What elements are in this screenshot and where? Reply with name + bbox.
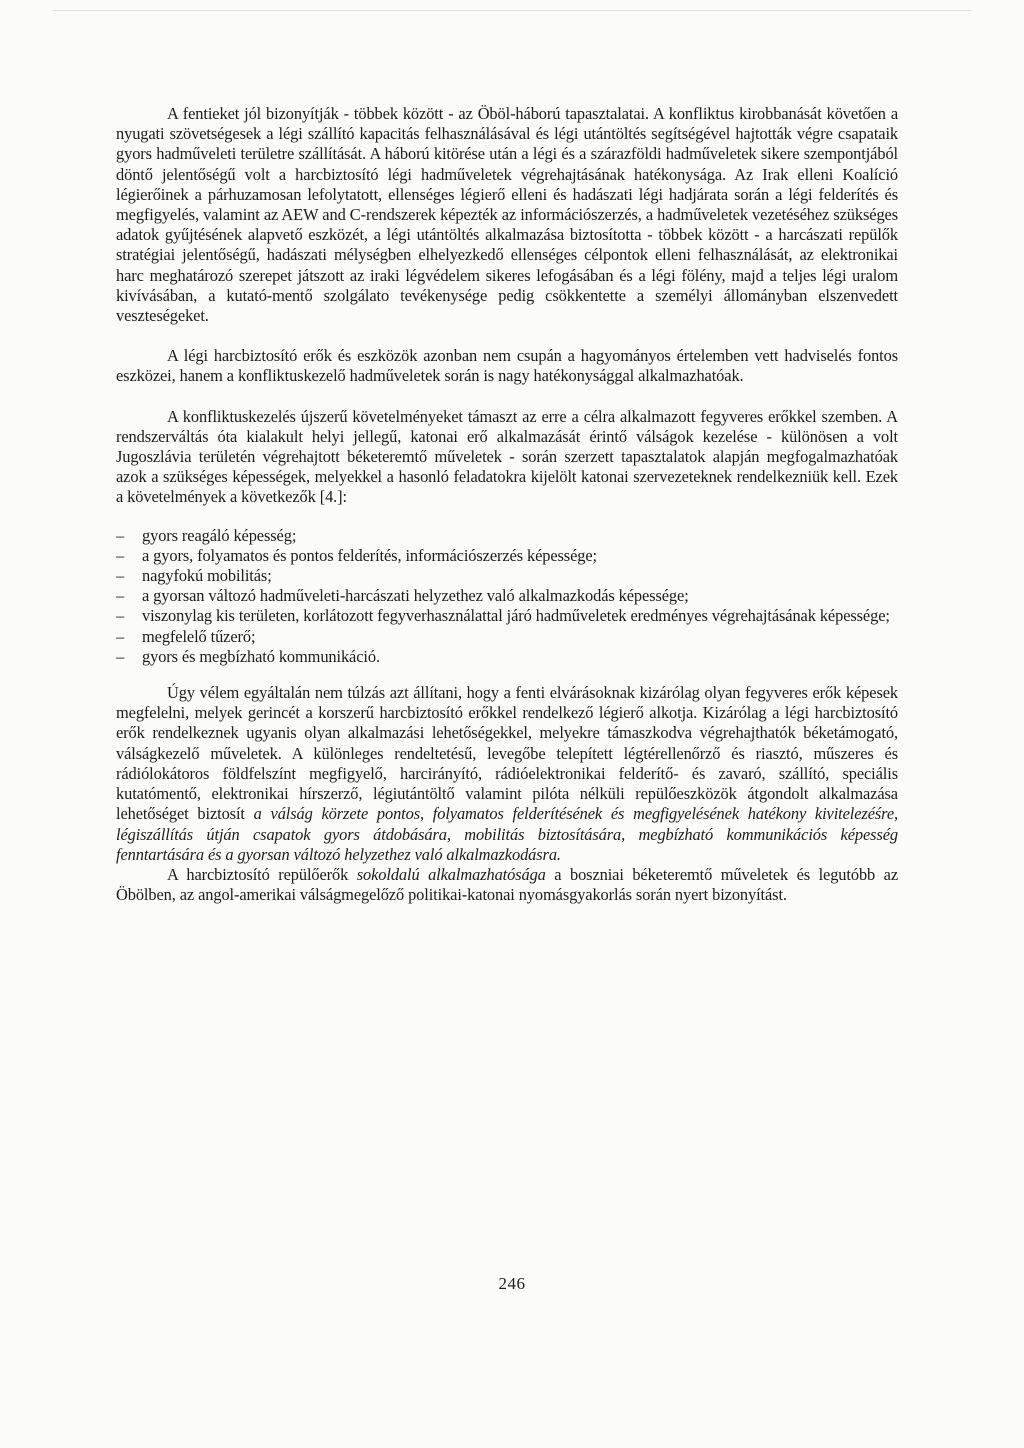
- list-item-text: a gyorsan változó hadműveleti-harcászati helyzethez való alkalmazkodás képessége;: [142, 586, 689, 606]
- list-item: [116, 586, 898, 606]
- list-item: [116, 546, 898, 566]
- list-item-text: gyors reagáló képesség;: [142, 525, 297, 545]
- list-dash: –: [116, 545, 125, 565]
- list-item: [116, 566, 898, 586]
- list-item-text: viszonylag kis területen, korlátozott fegyverhasználattal járó hadműveletek eredményes végrehajtásának képessége;: [142, 606, 890, 626]
- page-body: [116, 104, 898, 905]
- paragraph-versatility: [116, 865, 898, 905]
- list-dash: –: [116, 586, 125, 606]
- list-item: [116, 627, 898, 647]
- list-item-text: megfelelő tűzerő;: [142, 626, 256, 646]
- list-dash: –: [116, 626, 125, 646]
- paragraph-air-force-capabilities: [116, 683, 898, 865]
- list-dash: –: [116, 606, 125, 626]
- page-top-edge: [52, 10, 972, 11]
- requirements-list: [116, 526, 898, 667]
- paragraph-italic-emphasis: sokoldalú alkalmazhatósága: [356, 864, 546, 884]
- list-item: [116, 526, 898, 546]
- list-item: [116, 647, 898, 667]
- list-item-text: a gyors, folyamatos és pontos felderítés, információszerzés képessége;: [142, 545, 597, 565]
- list-item: [116, 606, 898, 626]
- paragraph-text: a boszniai béketeremtő műveletek és legutóbb az Öbölben, az angol-amerikai válságmegelőző politikai-katonai nyomásgyakorlás során nyert bizonyítást.: [116, 864, 898, 905]
- paragraph-gulf-war: A fentieket jól bizonyítják - többek között - az Öböl-háború tapasztalatai. A konfliktus kirobbanását követően a nyugati szövetségesek a légi szállító kapacitás felhasználásával és légi utántöltés segítségével hajtották végre csapataik gyors hadműveleti területre szállítását. A háború kitörése után a légi és a szárazföldi hadműveletek sikere szempontjából döntő jelentőségű volt a harcbiztosító légi hadműveletek végrehajtásának hatékonysága. Az Irak elleni Koalíció légierőinek a párhuzamosan lefolytatott, ellenséges légierő elleni és hadászati légi hadjárata során a légi felderítés és megfigyelés, valamint az AEW and C-rendszerek képezték az információszerzés, a hadműveletek vezetéséhez szükséges adatok gyűjtésének alapvető eszközét, a légi utántöltés alkalmazása biztosította - többek között - a harcászati repülők stratégiai jelentőségű, hadászati mélységben elhelyezkedő ellenséges célpontok elleni felhasználását, az elektronikai harc meghatározó szerepet játszott az iraki légvédelem sikeres lefogásában és a légi fölény, majd a teljes légi uralom kivívásában, a kutató-mentő szolgálato tevékenysége pedig csökkentette a személyi állományban elszenvedett veszteségeket.: [116, 104, 898, 326]
- paragraph-requirements-intro: A konfliktuskezelés újszerű követelményeket támaszt az erre a célra alkalmazott fegyveres erőkkel szemben. A rendszerváltás óta kialakult helyi jellegű, katonai erő alkalmazását érintő válságok kezelése - különösen a volt Jugoszlávia területén végrehajtott béketeremtő műveletek - során szerzett tapasztalatok alapján megfogalmazhatóak azok a szükséges képességek, melyekkel a hasonló feladatokra kijelölt katonai szervezeteknek rendelkezniük kell. Ezek a követelmények a következők [4.]:: [116, 406, 898, 507]
- list-dash: –: [116, 525, 125, 545]
- paragraph-text: A harcbiztosító repülőerők: [167, 864, 349, 884]
- list-dash: –: [116, 566, 125, 586]
- list-dash: –: [116, 646, 125, 666]
- paragraph-conflict-management-tools: A légi harcbiztosító erők és eszközök azonban nem csupán a hagyományos értelemben vett hadviselés fontos eszközei, hanem a konfliktuskezelő hadműveletek során is nagy hatékonysággal alkalmazhatóak.: [116, 346, 898, 386]
- list-item-text: gyors és megbízható kommunikáció.: [142, 646, 380, 666]
- page-number: 246: [498, 1274, 526, 1293]
- list-item-text: nagyfokú mobilitás;: [142, 566, 272, 586]
- paragraph-italic-emphasis: a válság körzete pontos, folyamatos felderítésének és megfigyelésének hatékony kivitelezéśre, légiszállítás útján csapatok gyors átdobására, mobilitás biztosítására, megbízható kommunikációs képesség fenntartására és a gyorsan változó helyzethez való alkalmazkodásra.: [116, 804, 898, 864]
- paragraph-text: Úgy vélem egyáltalán nem túlzás azt állítani, hogy a fenti elvárásoknak kizárólag olyan fegyveres erők képesek megfelelni, melyek gerincét a korszerű harcbiztosító erőkkel rendelkező légierő alkotja. Kizárólag a légi harcbiztosító erők rendelkeznek ugyanis olyan alkalmazási lehetőségekkel, melyekre támaszkodva végrehajthatók béketámogató, válságkezelő műveletek. A különleges rendeltetésű, levegőbe telepített légtérellenőrző és riasztó, műszeres és rádiólokátoros földfelszínt megfigyelő, harcirányító, rádióelektronikai felderítő- és zavaró, szállító, speciális kutatómentő, elektronikai hírszerző, légiutántöltő valamint pilóta nélküli repülőeszközök átgondolt alkalmazása lehetőséget biztosít: [116, 683, 898, 824]
